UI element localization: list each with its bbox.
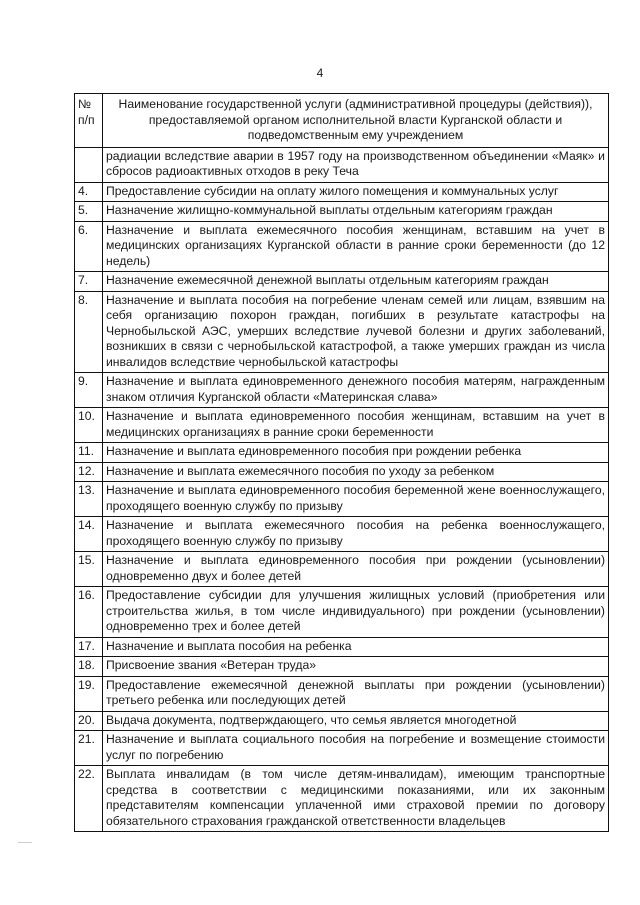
table-row [75,202,609,222]
service-name: Назначение и выплата социального пособия на погребение и возмещение стоимости услуг по погребению [103,731,609,766]
column-header-number: № п/п [75,94,103,148]
table-row [75,482,609,517]
table-row [75,443,609,463]
service-name: Назначение и выплата ежемесячного пособия на ребенка военнослужащего, проходящего военную службу по призыву [103,517,609,552]
service-name: Предоставление субсидии для улучшения жилищных условий (приобретения или строительства жилья, в том числе индивидуального) при рождении (усыновлении) одновременно трех и более детей [103,587,609,638]
row-number: 7. [75,272,103,292]
service-name: Присвоение звания «Ветеран труда» [103,657,609,677]
row-number: 19. [75,676,103,711]
table-row [75,291,609,373]
service-name: радиации вследствие аварии в 1957 году на производственном объединении «Маяк» и сбросов радиоактивных отходов в реку Теча [103,147,609,182]
table-row [75,587,609,638]
row-number: 4. [75,182,103,202]
table-row [75,462,609,482]
table-row [75,408,609,443]
service-name: Назначение и выплата ежемесячного пособия женщинам, вставшим на учет в медицинских организациях Курганской области в ранние сроки беременности (до 12 недель) [103,221,609,272]
page-number: 4 [316,66,324,80]
table-row [75,272,609,292]
table-row [75,711,609,731]
service-name: Назначение и выплата единовременного пособия при рождении ребенка [103,443,609,463]
row-number: 18. [75,657,103,677]
row-number: 9. [75,373,103,408]
service-name: Предоставление ежемесячной денежной выплаты при рождении (усыновлении) третьего ребенка или последующих детей [103,676,609,711]
table-row [75,373,609,408]
row-number: 16. [75,587,103,638]
table-row [75,637,609,657]
column-header-service-name: Наименование государственной услуги (административной процедуры (действия)), предоставляемой органом исполнительной власти Курганской области и подведомственным ему учреждением [103,94,609,148]
service-name: Назначение и выплата единовременного пособия при рождении (усыновлении) одновременно двух и более детей [103,552,609,587]
table-row [75,147,609,182]
service-name: Предоставление субсидии на оплату жилого помещения и коммунальных услуг [103,182,609,202]
service-name: Выплата инвалидам (в том числе детям-инвалидам), имеющим транспортные средства в соответствии с медицинскими показаниями, или их законным представителям компенсации уплаченной ими страховой премии по договору обязательного страхования гражданской ответственности владельцев [103,766,609,832]
row-number: 15. [75,552,103,587]
row-number: 21. [75,731,103,766]
table-row [75,221,609,272]
table-row [75,517,609,552]
row-number: 10. [75,408,103,443]
service-name: Назначение и выплата единовременного пособия женщинам, вставшим на учет в медицинских организациях в ранние сроки беременности [103,408,609,443]
table-row [75,552,609,587]
service-name: Назначение жилищно-коммунальной выплаты отдельным категориям граждан [103,202,609,222]
service-name: Назначение и выплата единовременного денежного пособия матерям, награжденным знаком отличия Курганской области «Материнская слава» [103,373,609,408]
row-number: 17. [75,637,103,657]
row-number: 12. [75,462,103,482]
row-number: 13. [75,482,103,517]
table-row [75,731,609,766]
row-number: 22. [75,766,103,832]
service-name: Выдача документа, подтверждающего, что семья является многодетной [103,711,609,731]
table-row [75,657,609,677]
scan-edge-mark [18,842,32,843]
service-name: Назначение и выплата пособия на погребение членам семей или лицам, взявшим на себя организацию похорон граждан, погибших в результате катастрофы на Чернобыльской АЭС, умерших вследствие лучевой болезни и других заболеваний, возникших в связи с чернобыльской катастрофой, а также умерших граждан из числа инвалидов вследствие чернобыльской катастрофы [103,291,609,373]
service-name: Назначение и выплата пособия на ребенка [103,637,609,657]
services-table [74,93,609,832]
table-row [75,182,609,202]
row-number: 5. [75,202,103,222]
table-body [75,147,609,832]
row-number [75,147,103,182]
row-number: 11. [75,443,103,463]
table-row [75,676,609,711]
row-number: 6. [75,221,103,272]
table-row [75,766,609,832]
row-number: 20. [75,711,103,731]
table-header-row [75,94,609,148]
row-number: 8. [75,291,103,373]
service-name: Назначение ежемесячной денежной выплаты отдельным категориям граждан [103,272,609,292]
service-name: Назначение и выплата единовременного пособия беременной жене военнослужащего, проходящего военную службу по призыву [103,482,609,517]
service-name: Назначение и выплата ежемесячного пособия по уходу за ребенком [103,462,609,482]
row-number: 14. [75,517,103,552]
